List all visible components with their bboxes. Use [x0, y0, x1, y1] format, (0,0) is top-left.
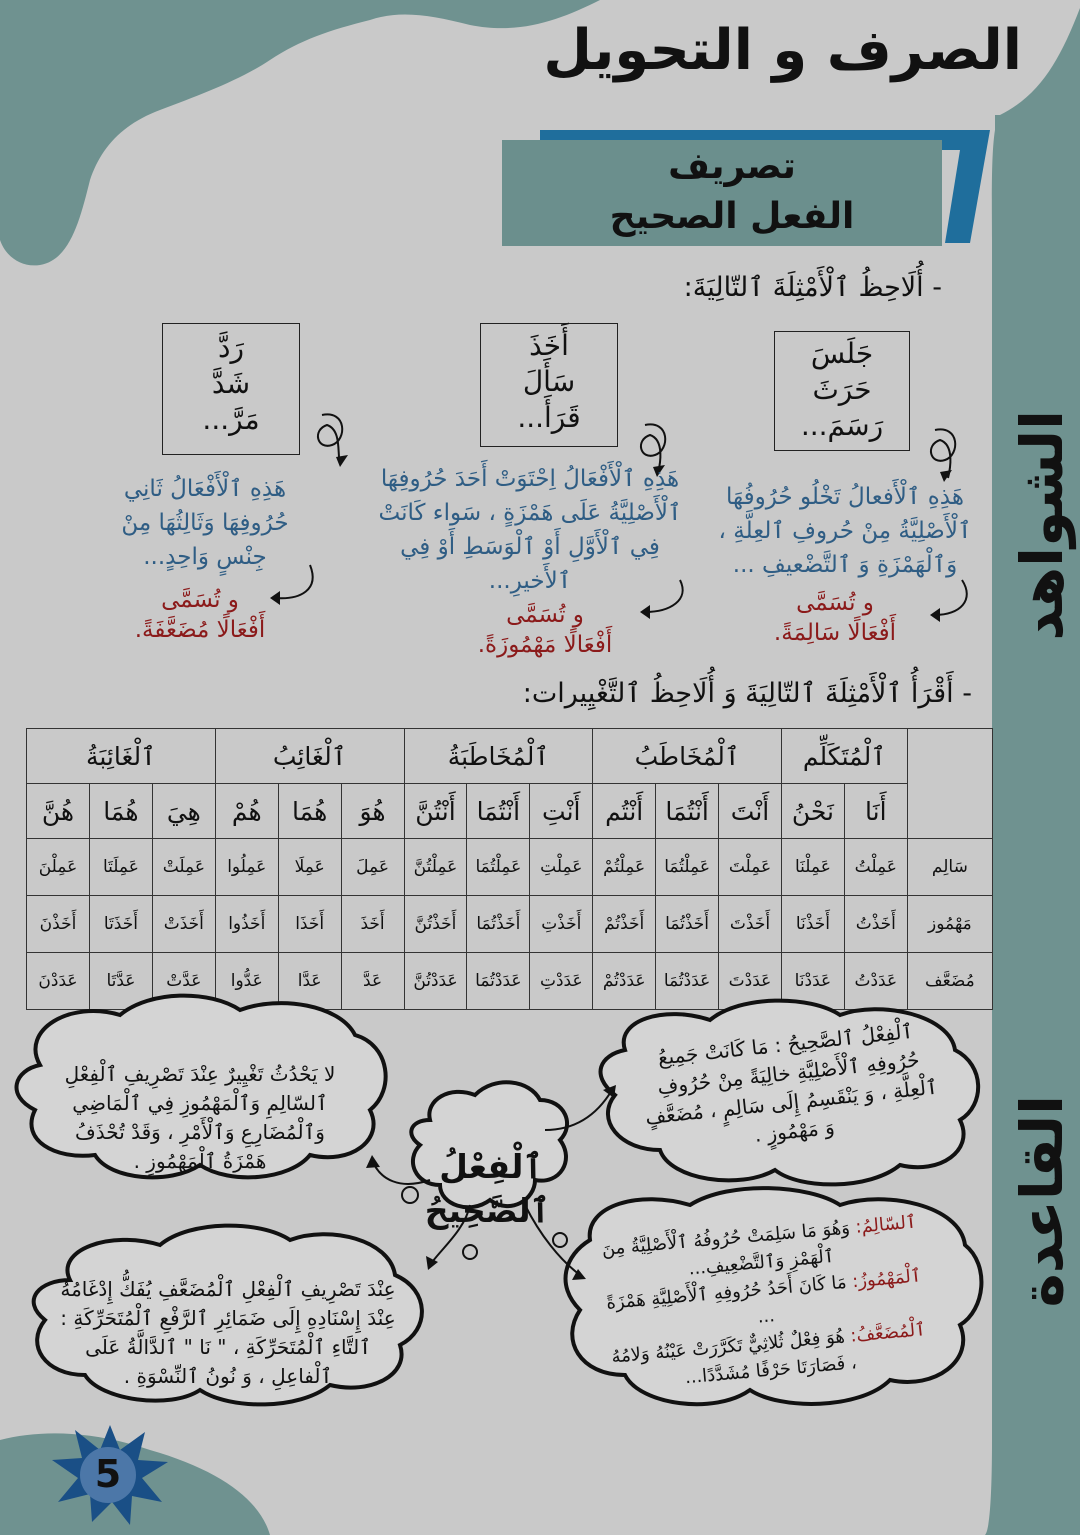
example-desc-mahmuz: هَذِهِ ٱلْأَفْعَالُ اِحْتَوَتْ أَحَدَ حُرُوفِهَا ٱلْأَصْلِيَّةُ عَلَى هَمْزَةٍ ، سَواء كَانَتْ فِي ٱلْأَوَّلِ أَوْ ٱلْوَسَطِ أَوْ فِي ٱلأَخيرِ... [378, 466, 682, 594]
table-cell: عَمِلْتِ [530, 839, 593, 896]
table-cell: عَمِلْتُمْ [593, 839, 656, 896]
table-cell: أَخَذْتُمَا [656, 896, 719, 953]
table-cell: أَخَذَتَا [89, 896, 152, 953]
table-cell: عَمِلَا [278, 839, 341, 896]
table-cell: أَخَذَ [341, 896, 404, 953]
cloud-types-text [599, 1208, 932, 1397]
example-word: رَسَمَ... [800, 409, 884, 442]
table-cell: عَدَدْتَ [719, 953, 782, 1010]
arrow-icon [318, 414, 342, 463]
example-word: رَدَّ [218, 331, 244, 364]
table-cell: عَدَدْنَا [781, 953, 844, 1010]
def-mahmuz: مَا كَانَ أَحَدُ حُرُوفِهِ ٱلْأَصْلِيَّةِ هَمْزَةً ... [605, 1271, 848, 1328]
group-header: ٱلْمُخَاطَبُ [593, 729, 782, 784]
def-mudaaf: هُوَ فِعْلٌ ثُلاثِيٌّ تَكَرَّرَتْ عَيْنُهُ وَلامُهُ ، فَصَارَتَا حَرْفًا مُشَدَّدًا... [610, 1326, 858, 1389]
table-cell: عَمِلْتُمَا [656, 839, 719, 896]
row-label: سَالِم [907, 839, 992, 896]
term-salim: ٱلسّالِمُ: [854, 1211, 918, 1238]
subtitle-line1: تصريف [668, 146, 796, 187]
table-cell: عَدَدْتِ [530, 953, 593, 1010]
page-title: الصرف و التحويل [543, 18, 1022, 83]
table-cell: أَخَذْتَ [719, 896, 782, 953]
pronoun-header: أَنْتَ [719, 784, 782, 839]
table-cell: عَدُّوا [215, 953, 278, 1010]
label-line: و تُسَمَّى [796, 590, 874, 616]
pronoun-header: أَنْتُم [593, 784, 656, 839]
label-line: أَفْعَالًا مُضَعَّفَةً. [134, 617, 266, 643]
table-cell: عَدَدْتُمَا [656, 953, 719, 1010]
example-label-mahmuz [450, 600, 640, 660]
example-desc-salim: هَذِهِ ٱلْأَفعالُ تَخْلُو حُرُوفُهَا ٱلْأَصْلِيَّةُ مِنْ حُروفِ ٱلعِلَّةِ ، وَٱلْهَمْزَةِ وَ ٱلتَّضْعيفِ ... [718, 484, 972, 578]
center-line: ٱلصَّحِيحُ [424, 1191, 550, 1230]
cloud-definition-text: ٱلْفِعْلُ ٱلصَّحِيحُ : مَا كَانَتْ جَمِيعُ حُرُوفِهِ ٱلْأَصْلِيَّةِ خالِيَةً مِنْ حُرُوفِ ٱلْعِلَّةِ ، وَ يَنْقَسِمُ إِلَى سَالِمٍ ، مُضَعَّفٍ وَ مَهْمُوزٍ . [644, 1018, 939, 1147]
group-header: ٱلْمُتَكَلِّم [781, 729, 907, 784]
pronoun-header: هِيَ [152, 784, 215, 839]
page-number: 5 [94, 1452, 122, 1496]
pronoun-header: أَنْتُنَّ [404, 784, 467, 839]
table-cell: عَدَدْتُمَا [467, 953, 530, 1010]
table-cell: أَخَذْتُ [844, 896, 907, 953]
table-cell: أَخَذْتِ [530, 896, 593, 953]
center-topic [424, 1145, 550, 1233]
example-word: حَرَثَ [812, 373, 872, 406]
subtitle-line2: الفعل الصحيح [609, 196, 855, 237]
table-cell: عَمِلَ [341, 839, 404, 896]
table-cell: أَخَذْتُمْ [593, 896, 656, 953]
pronoun-header: هُوَ [341, 784, 404, 839]
arrow-icon [366, 1155, 380, 1168]
pronoun-header: أَنْتُمَا [656, 784, 719, 839]
example-word: مَرَّ... [202, 403, 260, 436]
table-cell: عَمِلَتَا [89, 839, 152, 896]
table-cell: عَدَدْتُ [844, 953, 907, 1010]
pronoun-header: نَحْنُ [781, 784, 844, 839]
cloud-salim-mahmuz-rule: لا يَحْدُثُ تَغْيِيرٌ عِنْدَ تَصْرِيفِ ٱلْفِعْلِ ٱلسّالِمِ وَٱلْمَهْمُوزِ فِي ٱلْمَاضِي وَٱلْمُضَارِعِ وَٱلْأَمْرِ ، وَقَدْ تُحْذَفُ هَمْزَةُ ٱلْمَهْمُوزِ . [64, 1062, 336, 1173]
table-cell: عَدَّ [341, 953, 404, 1010]
table-cell: أَخَذْنَ [27, 896, 90, 953]
example-word: سَأَلَ [522, 365, 576, 398]
label-line: أَفْعَالًا مَهْمُوزَةً. [477, 632, 613, 658]
pronoun-header: أَنَا [844, 784, 907, 839]
table-cell: عَدَدْتُنَّ [404, 953, 467, 1010]
arrow-icon [931, 429, 955, 478]
pronoun-header: أَنْتُمَا [467, 784, 530, 839]
table-cell: عَدَدْنَ [27, 953, 90, 1010]
example-label-salim [740, 588, 930, 648]
pronoun-header: هُنَّ [27, 784, 90, 839]
table-cell: عَدَدْتُمْ [593, 953, 656, 1010]
term-mudaaf: ٱلْمُضَعَّفُ: [849, 1319, 927, 1347]
example-word: شَدَّ [211, 367, 251, 400]
label-line: أَفْعَالًا سَالِمَةً. [773, 620, 897, 646]
conjugation-table [26, 728, 993, 1010]
pronoun-header: هُمَا [89, 784, 152, 839]
example-word: قَرَأَ... [517, 401, 581, 434]
table-cell: أَخَذْتُنَّ [404, 896, 467, 953]
table-cell: عَمِلْتُ [844, 839, 907, 896]
table-cell: عَمِلُوا [215, 839, 278, 896]
group-header: ٱلْغَائِبُ [215, 729, 404, 784]
side-label-examples: الشواهد [1008, 410, 1076, 641]
example-word: جَلَسَ [810, 337, 874, 370]
table-cell: أَخَذْنَا [781, 896, 844, 953]
table-cell: عَمِلْتُنَّ [404, 839, 467, 896]
pronoun-header: أَنْتِ [530, 784, 593, 839]
example-desc-mudaaf: هَذِهِ ٱلْأَفْعَالُ ثَانِي حُرُوفِهَا وَثَالِثُهَا مِنْ جِنْسٍ وَاحِدٍ... [121, 476, 289, 570]
term-mahmuz: ٱلْمَهْمُوزُ: [851, 1265, 923, 1293]
row-label: مَهْمُوز [907, 896, 992, 953]
table-cell: أَخَذَا [278, 896, 341, 953]
table-cell: عَمِلْتَ [719, 839, 782, 896]
table-cell: أَخَذُوا [215, 896, 278, 953]
def-salim: وَهُوَ مَا سَلِمَتْ حُرُوفُهُ ٱلْأَصْلِيَّةُ مِنَ ٱلْهَمْزِ وَٱلتَّضْعِيفِ... [600, 1217, 851, 1280]
pronoun-header: هُمَا [278, 784, 341, 839]
observe-label: - أُلَاحِظُ ٱلْأَمْثِلَةَ ٱلتّالِيَةَ: [683, 272, 942, 303]
table-cell: عَمِلْتُمَا [467, 839, 530, 896]
table-cell: عَمِلْنَا [781, 839, 844, 896]
table-cell: عَدَّتَا [89, 953, 152, 1010]
table-cell: عَدَّا [278, 953, 341, 1010]
table-cell: عَدَّتْ [152, 953, 215, 1010]
group-header: ٱلْغَائِبَةُ [27, 729, 216, 784]
center-line: ٱلْفِعْلُ [439, 1147, 543, 1186]
table-corner [907, 729, 992, 839]
pronoun-header: هُمْ [215, 784, 278, 839]
group-header: ٱلْمُخَاطَبَةُ [404, 729, 593, 784]
table-cell: عَمِلْنَ [27, 839, 90, 896]
cloud-mudaaf-rule: عِنْدَ تَصْرِيفِ ٱلْفِعْلِ ٱلْمُضَعَّفِ يُفَكُّ إِدْغَامُهُ عِنْدَ إِسْنَادِهِ إِلَى ضَمَائِرِ ٱلرَّفْعِ ٱلْمُتَحَرِّكَةِ : ٱلتَّاءِ ٱلْمُتَحَرِّكَةِ ، " نَا " ٱلدَّالَّةُ عَلَى ٱلْفاعِلِ ، وَ نُونُ ٱلنِّسْوَةِ . [60, 1277, 396, 1388]
row-label: مُضَعَّف [907, 953, 992, 1010]
table-cell: أَخَذَتْ [152, 896, 215, 953]
table-cell: عَمِلَتْ [152, 839, 215, 896]
label-line: و تُسَمَّى [506, 602, 584, 628]
table-cell: أَخَذْتُمَا [467, 896, 530, 953]
label-line: و تُسَمَّى [161, 587, 239, 613]
read-label: - أَقْرَأُ ٱلْأَمْثِلَةَ ٱلتّالِيَةَ وَ أُلَاحِظُ ٱلتَّغْيِيرات: [522, 678, 972, 709]
side-label-rule: القاعدة [1008, 1095, 1076, 1308]
example-label-mudaaf [105, 585, 295, 645]
example-word: أَخَذَ [529, 329, 569, 362]
